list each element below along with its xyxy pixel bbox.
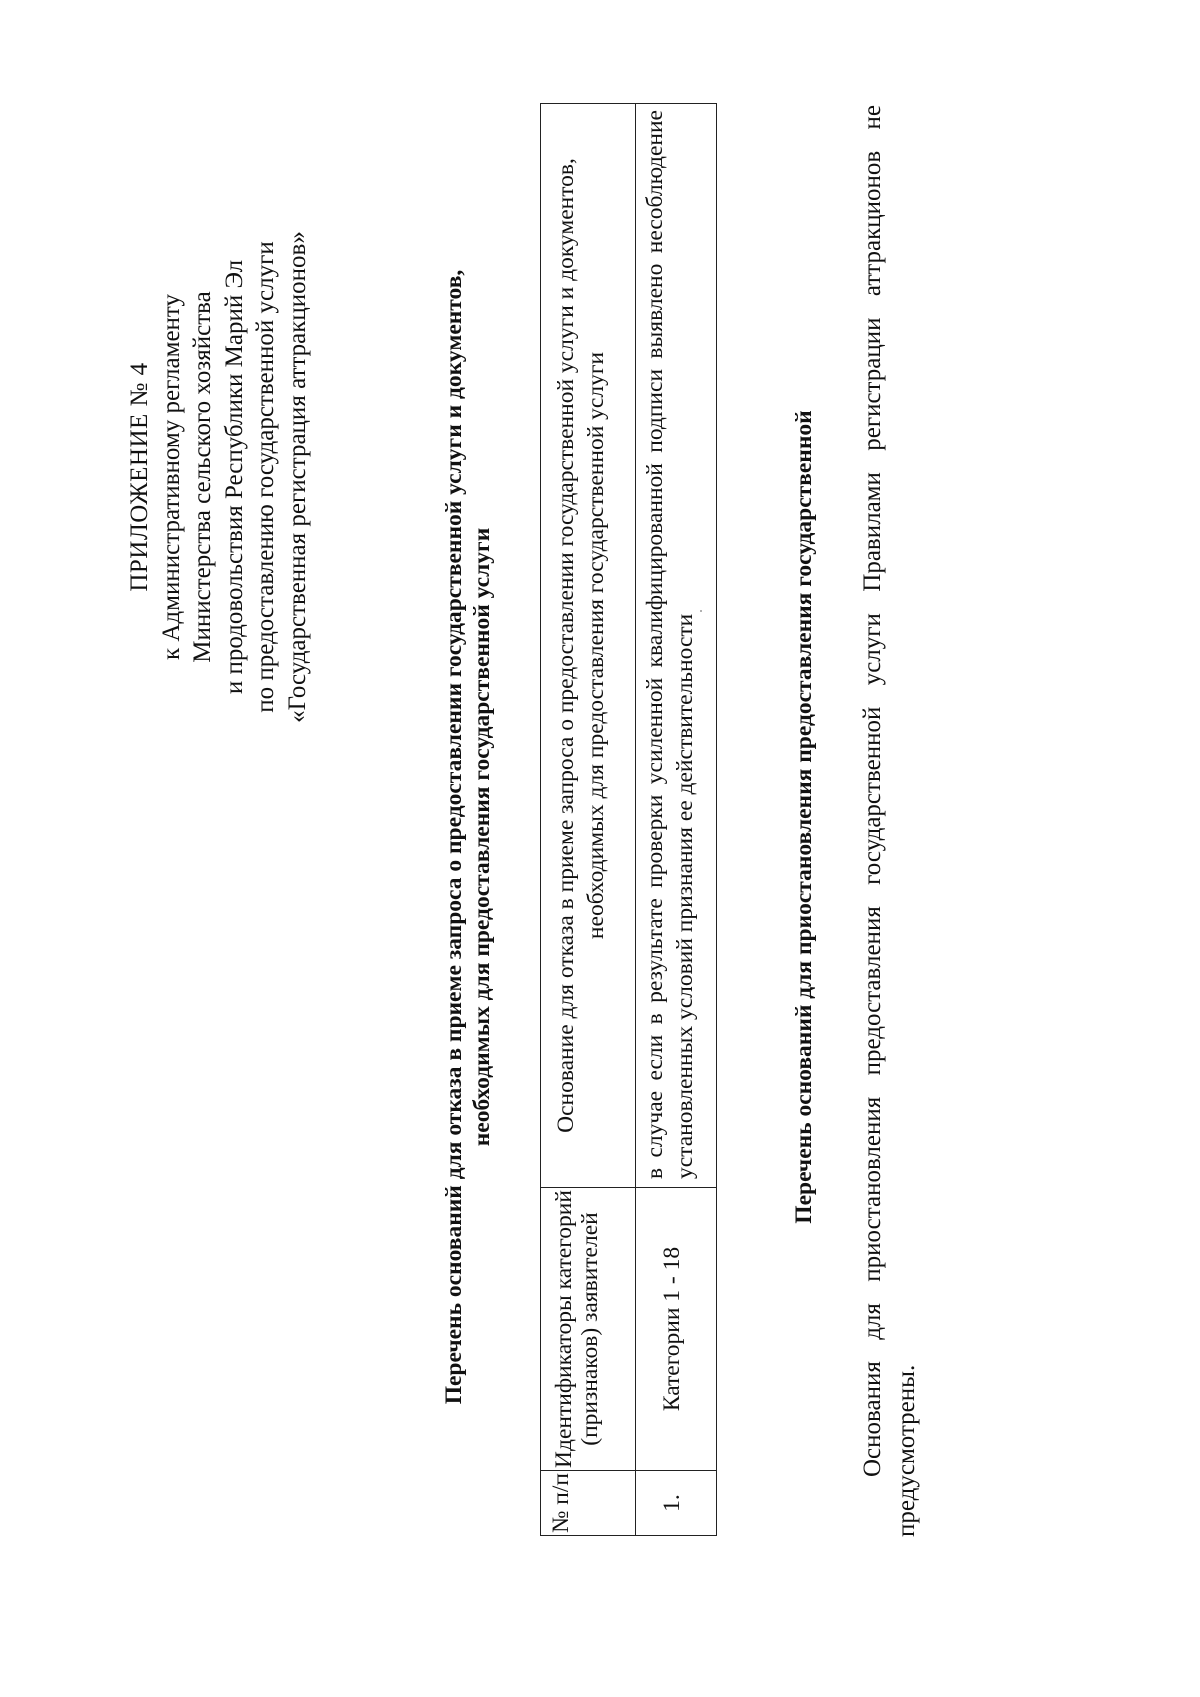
appendix-line: Министерства сельского хозяйства	[189, 291, 216, 663]
header-number: № п/п	[541, 1471, 636, 1536]
refusal-section-title	[440, 57, 496, 1617]
suspension-text: Основания для приостановления предоставления государственной услуги Правилами регистрации аттракционов не предусмотрены.	[859, 105, 920, 1537]
appendix-line: «Государственная регистрация аттракционов»	[283, 231, 311, 723]
appendix-line: к Административному регламенту	[157, 293, 185, 661]
refusal-title-line-2: необходимых для предоставления государственной услуги	[469, 527, 495, 1147]
appendix-line: и продовольствия Республики Марий Эл	[220, 259, 248, 695]
header-basis: Основание для отказа в приеме запроса о предоставлении государственной услуги и документов, необходимых для предоставления государственной услуги	[541, 104, 636, 1188]
appendix-line: по предоставлению государственной услуги	[252, 241, 279, 713]
table-header-row	[541, 104, 636, 1536]
table-row	[636, 104, 717, 1536]
appendix-heading: ПРИЛОЖЕНИЕ № 4	[126, 362, 153, 592]
cell-basis: в случае если в результате проверки усиленной квалифицированной подписи выявлено несоблюдение установленных условий признания ее действительности	[636, 104, 717, 1188]
cell-category: Категории 1 - 18	[636, 1188, 717, 1471]
suspension-section-title: Перечень оснований для приостановления предоставления государственной	[791, 410, 817, 1224]
refusal-grounds-table	[540, 103, 717, 1536]
appendix-block	[124, 127, 313, 827]
header-category: Идентификаторы категорий (признаков) заявителей	[541, 1188, 636, 1471]
refusal-title-line-1: Перечень оснований для отказа в приеме запроса о предоставлении государственной услуги и документов,	[441, 269, 467, 1405]
scan-speck	[700, 610, 702, 612]
cell-number: 1.	[636, 1471, 717, 1536]
